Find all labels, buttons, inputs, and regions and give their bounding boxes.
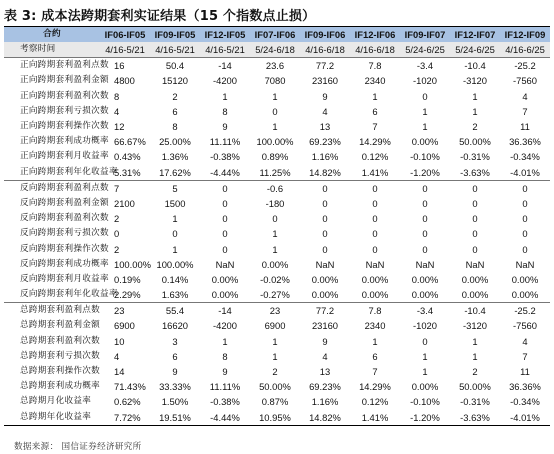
contract-header: IF12-IF06	[350, 27, 400, 43]
table-cell: 0	[422, 197, 428, 209]
period-row	[4, 42, 550, 58]
table-cell: 9	[222, 121, 228, 133]
table-cell: 0.00%	[450, 287, 500, 303]
table-cell: 100.00%	[114, 258, 152, 270]
table-cell: 4	[522, 90, 528, 102]
table-cell: NaN	[465, 258, 485, 270]
table-cell: 0.00%	[350, 287, 400, 303]
table-cell: -10.4	[464, 60, 486, 72]
table-cell: -3.63%	[450, 410, 500, 426]
table-cell: -7560	[513, 75, 537, 87]
table-cell: 14	[114, 366, 125, 378]
period-label: 考察时间	[4, 42, 100, 58]
table-cell: 0.00%	[211, 273, 239, 285]
table-cell: 0	[472, 197, 478, 209]
row-label: 总跨期套利盈利次数	[20, 335, 101, 346]
table-cell: 1.36%	[161, 151, 189, 163]
row-label: 总跨期年化收益率	[4, 410, 100, 426]
table-cell: 1	[172, 243, 178, 255]
table-cell: -4.44%	[200, 410, 250, 426]
table-row	[4, 394, 550, 409]
table-cell: 66.67%	[114, 136, 146, 148]
table-row	[4, 334, 550, 349]
table-cell: 0	[372, 197, 378, 209]
table-cell: 2100	[114, 197, 135, 209]
row-label: 正向跨期套利年化收益率	[4, 165, 100, 181]
table-cell: 0	[372, 213, 378, 225]
table-row	[4, 104, 550, 119]
row-label: 反向跨期套利年化收益率	[4, 287, 100, 303]
table-cell: 1	[422, 105, 428, 117]
table-cell: 0.43%	[114, 151, 141, 163]
table-cell: 2	[272, 366, 278, 378]
period-cell: 4/16-6/18	[300, 42, 350, 58]
table-cell: 0.00%	[200, 287, 250, 303]
table-cell: 0.00%	[411, 136, 439, 148]
table-cell: -4.01%	[500, 410, 550, 426]
contract-header: IF06-IF05	[100, 27, 150, 43]
table-cell: -25.2	[514, 60, 536, 72]
table-row	[4, 89, 550, 104]
table-cell: 33.33%	[159, 381, 191, 393]
table-cell: 2	[114, 243, 120, 255]
table-body	[4, 42, 550, 425]
table-cell: 0.12%	[361, 151, 389, 163]
table-cell: 1	[372, 335, 378, 347]
table-cell: 2	[472, 366, 478, 378]
table-cell: 1	[222, 335, 228, 347]
table-cell: 4	[114, 350, 120, 362]
table-cell: 0	[322, 213, 328, 225]
table-cell: 2340	[364, 75, 386, 87]
table-cell: 0.00%	[400, 287, 450, 303]
table-row	[4, 134, 550, 149]
table-row	[4, 180, 550, 196]
table-cell: 100.00%	[256, 136, 294, 148]
table-cell: -3.63%	[450, 165, 500, 181]
table-cell: 1.63%	[150, 287, 200, 303]
table-cell: 0	[422, 182, 428, 194]
table-cell: 50.4	[165, 60, 185, 72]
contract-header: IF09-IF07	[400, 27, 450, 43]
row-label: 反向跨期套利亏损次数	[20, 228, 109, 239]
table-cell: 0.00%	[361, 273, 389, 285]
table-cell: -0.6	[266, 182, 284, 194]
table-cell: -180	[265, 197, 285, 209]
table-cell: -7560	[513, 320, 537, 332]
table-cell: 0.00%	[500, 287, 550, 303]
table-cell: 7	[522, 105, 528, 117]
table-cell: 11.11%	[209, 381, 241, 393]
contract-header: IF12-IF07	[450, 27, 500, 43]
table-cell: 2	[472, 121, 478, 133]
table-cell: 12	[114, 121, 125, 133]
table-cell: -3120	[463, 320, 487, 332]
table-cell: -3.4	[416, 60, 434, 72]
table-cell: 0	[322, 228, 328, 240]
period-cell: 5/24-6/25	[400, 42, 450, 58]
table-cell: 77.2	[315, 305, 335, 317]
table-cell: 0	[222, 228, 228, 240]
table-cell: 0	[522, 243, 528, 255]
table-cell: 69.23%	[309, 136, 341, 148]
table-cell: 1	[272, 350, 278, 362]
table-cell: 2340	[364, 320, 386, 332]
table-row	[4, 73, 550, 88]
table-cell: 0	[272, 105, 278, 117]
table-cell: -0.38%	[210, 151, 240, 163]
table-row	[4, 364, 550, 379]
header-label: 合约	[4, 27, 100, 43]
table-cell: 0	[114, 228, 120, 240]
row-label: 总跨期套利操作次数	[20, 366, 101, 377]
contract-header: IF12-IF09	[500, 27, 550, 43]
table-cell: 0	[222, 213, 228, 225]
table-cell: 8	[222, 105, 228, 117]
table-cell: NaN	[415, 258, 435, 270]
table-cell: 1	[472, 105, 478, 117]
table-cell: -3120	[463, 75, 487, 87]
table-cell: 0	[222, 182, 228, 194]
table-cell: 6	[172, 350, 178, 362]
row-label: 正向跨期套利亏损次数	[20, 105, 109, 116]
table-cell: 1.16%	[311, 396, 339, 408]
table-cell: 1.16%	[311, 151, 339, 163]
table-cell: 100.00%	[156, 258, 194, 270]
table-cell: 23.6	[265, 60, 285, 72]
table-cell: 10	[114, 335, 125, 347]
table-cell: 23160	[311, 320, 339, 332]
table-cell: 17.62%	[150, 165, 200, 181]
table-row	[4, 379, 550, 394]
table-cell: 5	[172, 182, 178, 194]
table-row	[4, 349, 550, 364]
table-cell: 19.51%	[150, 410, 200, 426]
table-cell: 36.36%	[509, 381, 541, 393]
table-cell: 13	[319, 121, 331, 133]
table-row	[4, 196, 550, 211]
table-cell: 23160	[311, 75, 339, 87]
table-cell: -1.20%	[400, 410, 450, 426]
table-cell: 4	[114, 105, 120, 117]
table-cell: 4	[322, 105, 328, 117]
table-cell: -4.44%	[200, 165, 250, 181]
table-cell: 0	[222, 197, 228, 209]
period-cell: 4/16-6/18	[350, 42, 400, 58]
table-cell: -4200	[213, 320, 237, 332]
table-cell: 1	[222, 90, 228, 102]
row-label: 正向跨期套利盈利金额	[20, 75, 109, 86]
table-row	[4, 272, 550, 287]
table-cell: 7	[372, 366, 378, 378]
table-cell: 0	[322, 197, 328, 209]
table-cell: 0.89%	[261, 151, 289, 163]
table-cell: -1020	[413, 320, 437, 332]
table-cell: 11.11%	[209, 136, 241, 148]
table-row	[4, 119, 550, 134]
table-cell: 0	[372, 243, 378, 255]
table-cell: 0.00%	[311, 273, 339, 285]
table-cell: 1.41%	[350, 410, 400, 426]
table-cell: -0.34%	[510, 396, 540, 408]
period-cell: 4/16-5/21	[100, 42, 150, 58]
table-cell: 7.72%	[100, 410, 150, 426]
table-cell: 9	[222, 366, 228, 378]
table-cell: 1	[272, 121, 278, 133]
table-cell: -14	[218, 305, 232, 317]
table-cell: 0	[422, 228, 428, 240]
contract-header: IF09-IF05	[150, 27, 200, 43]
table-cell: 16	[114, 60, 125, 72]
table-cell: 11	[520, 366, 530, 378]
table-cell: 5.31%	[100, 165, 150, 181]
table-cell: 10.95%	[250, 410, 300, 426]
table-cell: 9	[172, 366, 178, 378]
table-cell: 14.82%	[300, 410, 350, 426]
table-cell: 77.2	[315, 60, 335, 72]
table-cell: 0	[322, 243, 328, 255]
table-cell: 0	[422, 335, 428, 347]
table-cell: 0	[422, 213, 428, 225]
table-cell: 0.00%	[261, 258, 289, 270]
table-cell: 0.12%	[361, 396, 389, 408]
period-cell: 4/16-5/21	[200, 42, 250, 58]
table-cell: -14	[218, 60, 232, 72]
table-cell: 0.62%	[114, 396, 141, 408]
contract-header: IF12-IF05	[200, 27, 250, 43]
row-label: 正向跨期套利成功概率	[20, 136, 109, 147]
table-cell: 69.23%	[309, 381, 341, 393]
table-row	[4, 257, 550, 272]
table-cell: 1	[422, 350, 428, 362]
row-label: 正向跨期套利盈利次数	[20, 90, 109, 101]
table-cell: 7	[372, 121, 378, 133]
table-cell: -0.10%	[410, 151, 440, 163]
period-cell: 4/16-5/21	[150, 42, 200, 58]
table-row	[4, 211, 550, 226]
table-cell: -25.2	[514, 305, 536, 317]
table-cell: 50.00%	[459, 136, 491, 148]
table-cell: -0.31%	[460, 396, 490, 408]
table-cell: -0.02%	[260, 273, 290, 285]
table-cell: 8	[172, 121, 178, 133]
table-cell: -0.38%	[210, 396, 240, 408]
table-row	[4, 410, 550, 426]
table-cell: -4.01%	[500, 165, 550, 181]
table-cell: 0	[322, 182, 328, 194]
table-cell: 1.50%	[161, 396, 189, 408]
table-cell: 0	[222, 243, 228, 255]
table-cell: -0.10%	[410, 396, 440, 408]
table-cell: 11	[520, 121, 530, 133]
table-cell: 6	[372, 105, 378, 117]
table-cell: 0	[522, 228, 528, 240]
table-cell: 1500	[164, 197, 186, 209]
table-cell: 14.29%	[359, 136, 391, 148]
row-label: 正向跨期套利月收益率	[20, 151, 109, 162]
table-cell: 1	[472, 350, 478, 362]
table-cell: 6	[372, 350, 378, 362]
table-cell: 1	[272, 335, 278, 347]
arbitrage-results-table	[4, 26, 550, 426]
table-cell: 7	[522, 350, 528, 362]
table-cell: 0	[172, 228, 178, 240]
table-cell: 14.82%	[300, 165, 350, 181]
table-cell: 71.43%	[114, 381, 146, 393]
table-cell: -0.27%	[250, 287, 300, 303]
table-cell: 1	[472, 335, 478, 347]
table-row	[4, 287, 550, 303]
table-cell: 0	[422, 243, 428, 255]
table-cell: 0	[472, 228, 478, 240]
table-cell: 11.25%	[250, 165, 300, 181]
table-cell: NaN	[515, 258, 535, 270]
table-cell: 23	[269, 305, 281, 317]
table-cell: 55.4	[165, 305, 185, 317]
table-cell: 7	[114, 182, 120, 194]
source-note: 数据来源： 国信证券经济研究所	[14, 442, 142, 452]
table-cell: -10.4	[464, 305, 486, 317]
row-label: 反向跨期套利成功概率	[20, 258, 109, 269]
table-cell: 6	[172, 105, 178, 117]
table-cell: 0	[522, 182, 528, 194]
table-cell: 0	[272, 213, 278, 225]
table-cell: 0.00%	[461, 273, 489, 285]
row-label: 反向跨期套利盈利次数	[20, 213, 109, 224]
table-row	[4, 226, 550, 241]
table-caption: 表 3: 成本法跨期套利实证结果（15 个指数点止损）	[4, 9, 316, 24]
table-cell: 9	[322, 90, 328, 102]
table-cell: 36.36%	[509, 136, 541, 148]
table-cell: 4	[522, 335, 528, 347]
table-cell: 0	[472, 243, 478, 255]
table-cell: 0	[522, 197, 528, 209]
table-cell: NaN	[215, 258, 235, 270]
table-row	[4, 241, 550, 256]
table-cell: 15120	[161, 75, 189, 87]
table-cell: 1	[272, 243, 278, 255]
row-label: 反向跨期套利盈利点数	[20, 182, 109, 193]
row-label: 总跨期套利盈利点数	[20, 305, 101, 316]
table-cell: 0.00%	[511, 273, 539, 285]
row-label: 总跨期套利成功概率	[20, 381, 101, 392]
table-cell: 1	[172, 213, 178, 225]
table-cell: 0	[422, 90, 428, 102]
table-cell: 9	[322, 335, 328, 347]
table-cell: 0.00%	[411, 273, 439, 285]
row-label: 总跨期套利盈利金额	[20, 320, 101, 331]
row-label: 正向跨期套利操作次数	[20, 121, 109, 132]
table-cell: 0.00%	[300, 287, 350, 303]
table-cell: 2.29%	[100, 287, 150, 303]
table-row	[4, 165, 550, 181]
table-cell: 0	[372, 228, 378, 240]
table-cell: 6900	[114, 320, 135, 332]
table-cell: -1020	[413, 75, 437, 87]
table-cell: 25.00%	[159, 136, 191, 148]
contract-header: IF09-IF06	[300, 27, 350, 43]
table-cell: 2	[114, 213, 120, 225]
table-row	[4, 303, 550, 319]
period-cell: 5/24-6/25	[450, 42, 500, 58]
row-label: 反向跨期套利操作次数	[20, 243, 109, 254]
table-cell: 16620	[161, 320, 189, 332]
table-cell: 1	[422, 121, 428, 133]
table-cell: 14.29%	[359, 381, 391, 393]
table-cell: 7.8	[368, 60, 382, 72]
table-row	[4, 318, 550, 333]
table-cell: 8	[222, 350, 228, 362]
table-cell: 1.41%	[350, 165, 400, 181]
table-cell: 1	[272, 90, 278, 102]
table-cell: -1.20%	[400, 165, 450, 181]
table-cell: 0.87%	[261, 396, 289, 408]
table-cell: 4800	[114, 75, 135, 87]
table-cell: -3.4	[416, 305, 434, 317]
table-cell: 7.8	[368, 305, 382, 317]
table-cell: 4	[322, 350, 328, 362]
row-label: 总跨期月化收益率	[20, 396, 92, 407]
table-cell: 1	[272, 228, 278, 240]
table-cell: NaN	[315, 258, 335, 270]
table-cell: 1	[472, 90, 478, 102]
table-cell: NaN	[365, 258, 385, 270]
table-cell: -0.31%	[460, 151, 490, 163]
table-cell: 50.00%	[459, 381, 491, 393]
table-cell: 3	[172, 335, 178, 347]
table-cell: 0	[372, 182, 378, 194]
table-cell: 7080	[264, 75, 286, 87]
table-cell: 0.19%	[114, 273, 141, 285]
table-cell: -4200	[213, 75, 237, 87]
table-cell: 0	[472, 182, 478, 194]
contract-header: IF07-IF06	[250, 27, 300, 43]
table-cell: 6900	[264, 320, 286, 332]
row-label: 反向跨期套利盈利金额	[20, 197, 109, 208]
row-label: 总跨期套利亏损次数	[20, 350, 101, 361]
period-cell: 4/16-6/25	[500, 42, 550, 58]
table-cell: 23	[114, 305, 125, 317]
table-cell: 0	[472, 213, 478, 225]
row-label: 正向跨期套利盈利点数	[20, 60, 109, 71]
table-cell: 2	[172, 90, 178, 102]
table-cell: -0.34%	[510, 151, 540, 163]
table-cell: 50.00%	[259, 381, 291, 393]
table-row	[4, 149, 550, 164]
table-cell: 13	[319, 366, 331, 378]
table-cell: 1	[422, 366, 428, 378]
row-label: 反向跨期套利月收益率	[20, 273, 109, 284]
table-cell: 0.00%	[411, 381, 439, 393]
table-row	[4, 58, 550, 74]
table-cell: 1	[372, 90, 378, 102]
table-cell: 0.14%	[161, 273, 189, 285]
table-cell: 8	[114, 90, 120, 102]
header-row	[4, 27, 550, 43]
table-cell: 0	[522, 213, 528, 225]
period-cell: 5/24-6/18	[250, 42, 300, 58]
